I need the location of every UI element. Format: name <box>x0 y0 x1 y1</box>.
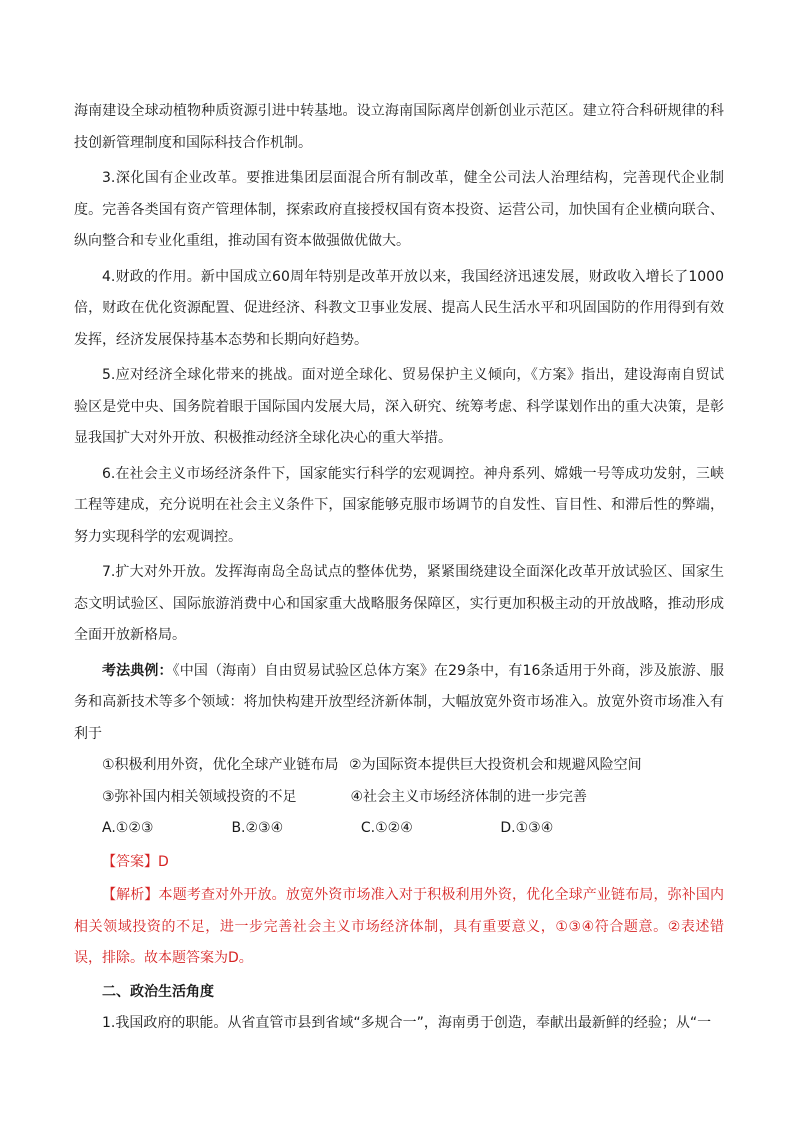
answer-line: 【答案】D <box>102 853 169 870</box>
paragraph-intro: 海南建设全球动植物种质资源引进中转基地。设立海南国际离岸创新创业示范区。建立符合科研规律的科技创新管理制度和国际科技合作机制。 <box>74 103 724 151</box>
paragraph-soe-reform: 3.深化国有企业改革。要推进集团层面混合所有制改革，健全公司法人治理结构，完善现代企业制度。完善各类国有资产管理体制，探索政府直接授权国有资本投资、运营公司，加快国有企业横向联合、纵向整合和专业化重组，推动国有资本做强做优做大。 <box>74 170 724 249</box>
section-heading: 二、政治生活角度 <box>102 983 214 1000</box>
paragraph-macro-control: 6.在社会主义市场经济条件下，国家能实行科学的宏观调控。神舟系列、嫦娥一号等成功发射，三峡工程等建成，充分说明在社会主义条件下，国家能够克服市场调节的自发性、盲目性、和滞后性的弊端，努力实现科学的宏观调控。 <box>74 465 724 545</box>
option-3: ③弥补国内相关领域投资的不足 <box>102 788 297 805</box>
choice-d: D.①③④ <box>500 820 554 836</box>
analysis-text: 【解析】本题考查对外开放。放宽外资市场准入对于积极利用外资，优化全球产业链布局，弥补国内相关领域投资的不足，进一步完善社会主义市场经济体制，具有重要意义，①③④符合题意。②表述错误，排除。故本题答案为D。 <box>74 887 724 966</box>
paragraph-globalization: 5.应对经济全球化带来的挑战。面对逆全球化、贸易保护主义倾向，《方案》指出，建设海南自贸试验区是党中央、国务院着眼于国际国内发展大局，深入研究、统筹考虑、科学谋划作出的重大决策，是彰显我国扩大对外开放、积极推动经济全球化决心的重大举措。 <box>74 367 724 446</box>
choice-b: B.②③④ <box>231 820 284 836</box>
document-body <box>74 96 724 1040</box>
option-1: ①积极利用外资，优化全球产业链布局 <box>102 757 339 773</box>
example-question <box>74 656 724 751</box>
option-4: ④社会主义市场经济体制的进一步完善 <box>350 788 588 805</box>
options-row-1 <box>74 750 724 782</box>
example-text: 《中国（海南）自由贸易试验区总体方案》在29条中，有16条适用于外商，涉及旅游、服务和高新技术等多个领域：将加快构建开放型经济新体制，大幅放宽外资市场准入。放宽外资市场准入有利于 <box>74 662 724 742</box>
paragraph-opening-up: 7.扩大对外开放。发挥海南岛全岛试点的整体优势，紧紧围绕建设全面深化改革开放试验区、国家生态文明试验区、国际旅游消费中心和国家重大战略服务保障区，实行更加积极主动的开放战略，推动形成全面开放新格局。 <box>74 564 724 643</box>
choice-a: A.①②③ <box>102 820 154 836</box>
option-2: ②为国际资本提供巨大投资机会和规避风险空间 <box>349 757 642 773</box>
choices-row <box>74 813 724 845</box>
options-row-2 <box>74 782 724 814</box>
choice-c: C.①②④ <box>360 820 413 836</box>
paragraph-fiscal-role: 4.财政的作用。新中国成立60周年特别是改革开放以来，我国经济迅速发展，财政收入增长了1000倍，财政在优化资源配置、促进经济、科教文卫事业发展、提高人民生活水平和巩固国防的作用得到有效发挥，经济发展保持基本态势和长期向好趋势。 <box>74 268 724 348</box>
example-label: 考法典例： <box>102 662 173 679</box>
paragraph-government-functions: 1.我国政府的职能。从省直管市县到省域“多规合一”，海南勇于创造，奉献出最新鲜的经验；从“一 <box>102 1015 712 1031</box>
